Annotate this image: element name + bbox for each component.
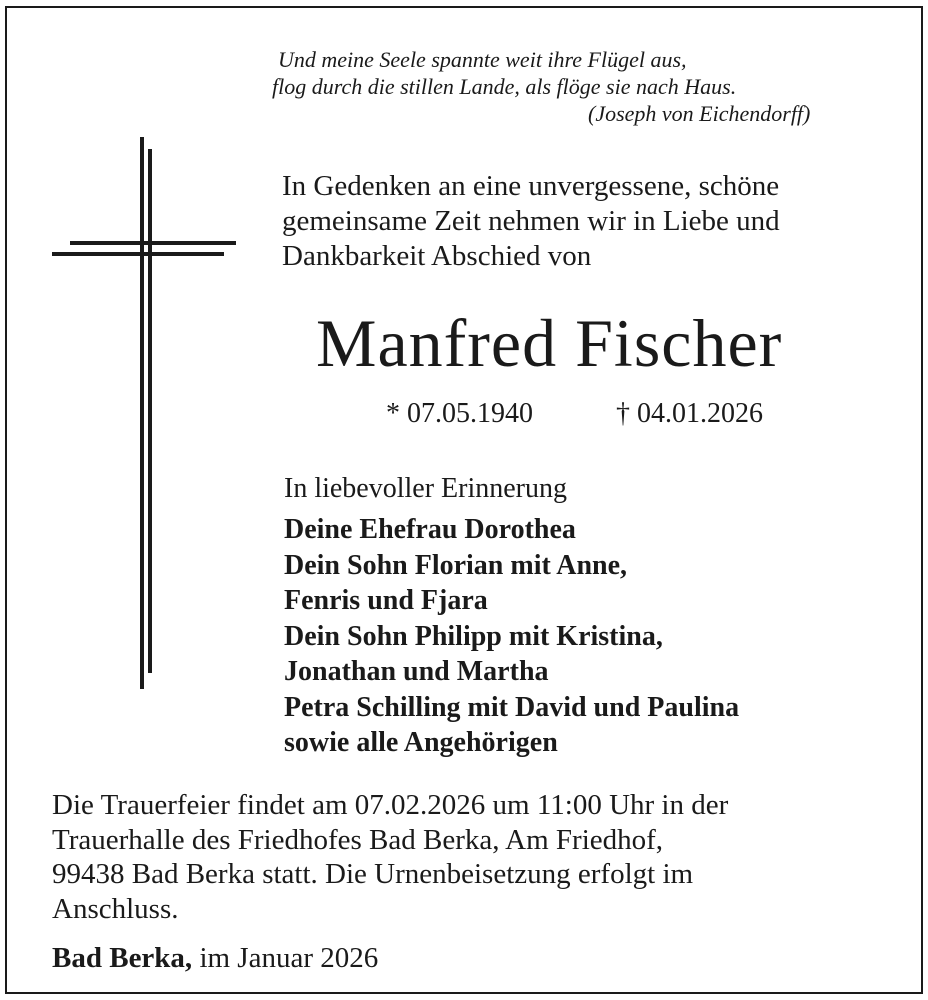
mourner-line: Petra Schilling mit David und Paulina (284, 691, 740, 723)
ceremony-line: Trauerhalle des Friedhofes Bad Berka, Am Friedhof, (52, 823, 664, 856)
death-date: † 04.01.2026 (616, 398, 763, 429)
deceased-name: Manfred Fischer (316, 305, 783, 381)
mourner-line: sowie alle Angehörigen (284, 727, 558, 758)
poem-line: Und meine Seele spannte weit ihre Flügel aus, (278, 47, 687, 72)
remembrance-heading: In liebevoller Erinnerung (284, 473, 568, 504)
poem-author: (Joseph von Eichendorff) (588, 101, 811, 126)
closing-place: Bad Berka, (52, 942, 193, 974)
mourner-line: Dein Sohn Philipp mit Kristina, (284, 620, 663, 652)
birth-date: * 07.05.1940 (386, 398, 533, 429)
ceremony-info (52, 788, 892, 926)
mourners-list (284, 512, 884, 761)
ceremony-line: Anschluss. (52, 892, 179, 925)
cross-icon (52, 137, 238, 689)
mourner-line: Dein Sohn Florian mit Anne, (284, 549, 628, 581)
ceremony-line: 99438 Bad Berka statt. Die Urnenbeisetzung erfolgt im (52, 858, 694, 890)
intro-line: Dankbarkeit Abschied von (282, 240, 592, 272)
mourner-line: Deine Ehefrau Dorothea (284, 514, 576, 545)
intro-text (282, 169, 902, 274)
poem-quote (272, 46, 872, 127)
ceremony-line: Die Trauerfeier findet am 07.02.2026 um 11:00 Uhr in der (52, 789, 729, 821)
place-and-date (52, 940, 378, 976)
poem-line: flog durch die stillen Lande, als flöge sie nach Haus. (272, 74, 737, 99)
intro-line: gemeinsame Zeit nehmen wir in Liebe und (282, 205, 780, 237)
mourner-line: Fenris und Fjara (284, 585, 488, 616)
mourner-line: Jonathan und Martha (284, 656, 549, 687)
closing-date: im Januar 2026 (199, 942, 379, 974)
intro-line: In Gedenken an eine unvergessene, schöne (282, 170, 780, 202)
